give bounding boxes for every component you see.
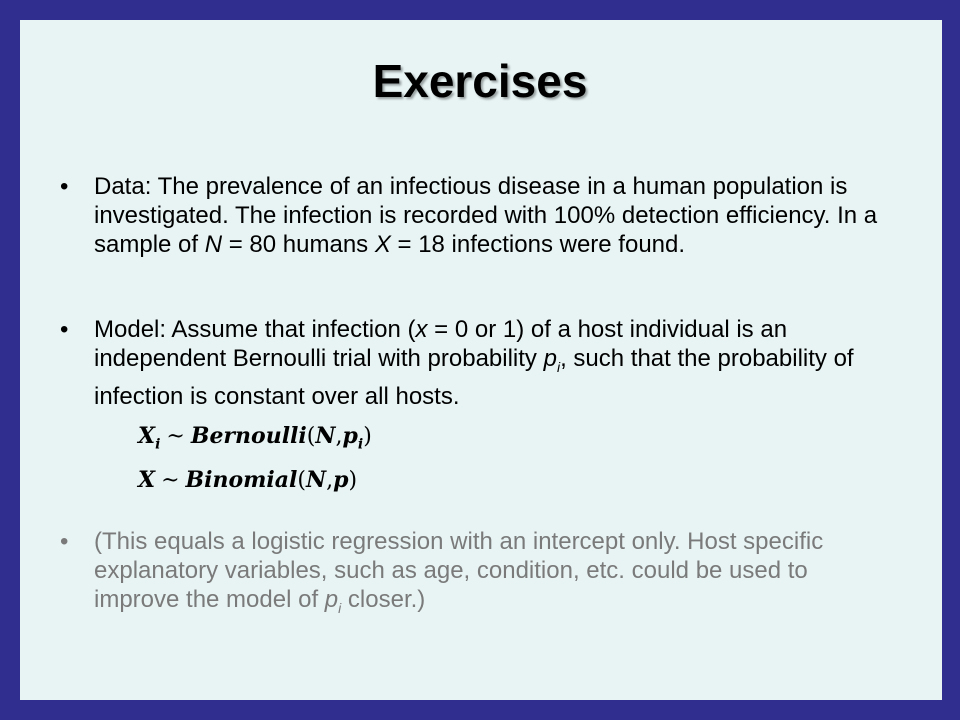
text-run: Model: Assume that infection ( [94, 316, 416, 343]
variable-x: X [374, 231, 391, 258]
formula-lhs: X [138, 467, 156, 493]
bullet-note [60, 527, 880, 623]
formula-binomial [138, 467, 357, 493]
text-run: closer.) [341, 586, 426, 613]
formula-lhs-base: X [138, 423, 156, 449]
formula-arg: N [315, 423, 336, 449]
variable-p-subscript: i [338, 599, 342, 616]
formula-distribution: Bernoulli [190, 423, 307, 449]
formula-lhs [138, 423, 161, 453]
variable-p-subscript: i [556, 358, 561, 375]
formula-paren: ( [297, 468, 306, 493]
formula-comma: , [326, 468, 334, 493]
formula-arg-base: p [342, 423, 358, 449]
text-run: , such that the probability of infection is constant over all hosts. [94, 345, 854, 410]
formula-comma: , [335, 424, 343, 449]
formula-arg [342, 423, 364, 453]
formula-paren: ( [306, 424, 316, 449]
text-run: = 0 or 1) of a host individual is an independent Bernoulli trial with probability [94, 316, 788, 372]
formula-paren: ) [348, 468, 358, 493]
bullet-text [60, 315, 880, 411]
variable-p [543, 345, 561, 375]
slide-title: Exercises [372, 55, 588, 107]
text-run: = 18 infections were found. [390, 231, 686, 258]
formula-arg: p [333, 467, 349, 493]
text-run: (This equals a logistic regression with an intercept only. Host specific explanatory variables, such as age, condition, etc. could be used to improve the model of [94, 528, 824, 613]
formula-lhs-subscript: i [155, 436, 161, 453]
formula-operator: ~ [161, 468, 180, 493]
bullet-data [60, 172, 880, 259]
formula-arg-subscript: i [357, 436, 364, 453]
formula-bernoulli [138, 423, 372, 452]
variable-n: N [204, 231, 223, 258]
bullet-marker: • [60, 528, 69, 555]
variable-p [324, 586, 342, 616]
bullet-model [60, 315, 880, 411]
variable-x: x [415, 316, 428, 343]
formula-arg: N [305, 467, 327, 493]
text-run: Data: The prevalence of an infectious disease in a human population is investigated. The infection is recorded with 100% detection efficiency. In a sample of [94, 173, 878, 258]
bullet-marker: • [60, 173, 69, 200]
variable-p-base: p [324, 586, 339, 613]
formula-distribution: Binomial [185, 467, 298, 493]
bullet-marker: • [60, 316, 69, 343]
formula-operator: ~ [166, 424, 185, 449]
bullet-text [60, 172, 880, 259]
formula-paren: ) [363, 424, 372, 449]
text-run: = 80 humans [222, 231, 375, 258]
bullet-text [60, 527, 880, 623]
variable-p-base: p [543, 345, 557, 372]
